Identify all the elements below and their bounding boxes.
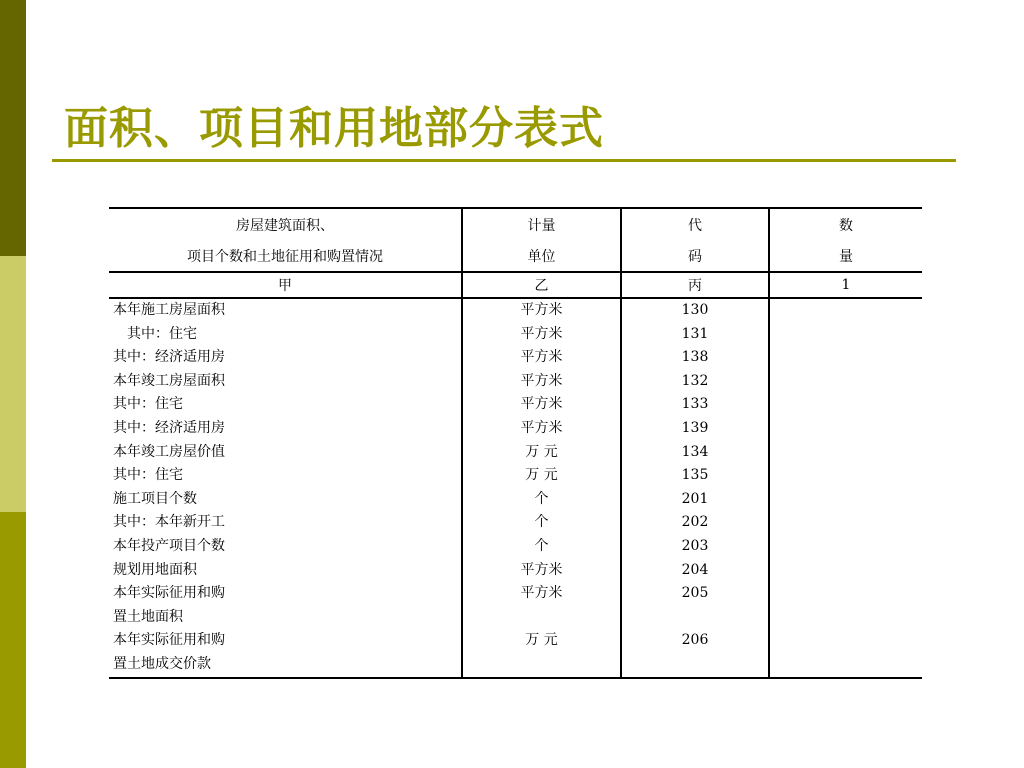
row-code-cell: 133 — [621, 393, 769, 417]
row-code-cell: 204 — [621, 559, 769, 583]
row-qty-cell — [769, 346, 922, 370]
row-unit-cell: 平方米 — [462, 346, 621, 370]
table-row — [109, 629, 922, 653]
header-code-line2: 码 — [621, 240, 769, 272]
row-unit-cell: 个 — [462, 488, 621, 512]
slide-title: 面积、项目和用地部分表式 — [64, 103, 604, 154]
table-row — [109, 298, 922, 323]
row-code-cell: 205 — [621, 582, 769, 606]
row-name-cell: 施工项目个数 — [109, 488, 462, 512]
row-unit-cell: 万 元 — [462, 464, 621, 488]
row-code-cell: 201 — [621, 488, 769, 512]
table-row — [109, 653, 922, 678]
row-code-cell: 203 — [621, 535, 769, 559]
row-qty-cell — [769, 582, 922, 606]
row-code-cell: 135 — [621, 464, 769, 488]
subheader-bing: 丙 — [621, 272, 769, 298]
sidebar-segment-mid — [0, 512, 26, 768]
row-name-cell: 其中：经济适用房 — [109, 417, 462, 441]
row-unit-cell: 万 元 — [462, 629, 621, 653]
header-unit-line2: 单位 — [462, 240, 621, 272]
row-code-cell: 134 — [621, 441, 769, 465]
row-qty-cell — [769, 606, 922, 630]
row-name-cell: 其中：住宅 — [109, 464, 462, 488]
row-unit-cell: 平方米 — [462, 323, 621, 347]
sidebar-segment-light — [0, 256, 26, 512]
row-code-cell: 202 — [621, 511, 769, 535]
row-name-cell: 其中：住宅 — [109, 393, 462, 417]
subheader-yi: 乙 — [462, 272, 621, 298]
table-row — [109, 393, 922, 417]
table-row — [109, 323, 922, 347]
header-qty-line1: 数 — [769, 208, 922, 240]
row-code-cell — [621, 606, 769, 630]
table-body — [109, 298, 922, 678]
header-item-line1: 房屋建筑面积、 — [109, 208, 462, 240]
row-unit-cell: 平方米 — [462, 298, 621, 323]
header-item-line2: 项目个数和土地征用和购置情况 — [109, 240, 462, 272]
row-name-cell: 本年实际征用和购 — [109, 582, 462, 606]
row-unit-cell — [462, 606, 621, 630]
row-unit-cell: 平方米 — [462, 370, 621, 394]
row-qty-cell — [769, 370, 922, 394]
row-qty-cell — [769, 653, 922, 678]
row-qty-cell — [769, 629, 922, 653]
row-name-cell: 本年实际征用和购 — [109, 629, 462, 653]
row-name-cell: 本年投产项目个数 — [109, 535, 462, 559]
table-row — [109, 511, 922, 535]
table-row — [109, 370, 922, 394]
table-row — [109, 346, 922, 370]
row-name-cell: 规划用地面积 — [109, 559, 462, 583]
row-unit-cell: 个 — [462, 535, 621, 559]
decorative-sidebar — [0, 0, 26, 768]
row-qty-cell — [769, 464, 922, 488]
row-unit-cell: 平方米 — [462, 393, 621, 417]
table-row — [109, 535, 922, 559]
header-code-line1: 代 — [621, 208, 769, 240]
row-qty-cell — [769, 323, 922, 347]
table-row — [109, 464, 922, 488]
row-name-cell: 置土地成交价款 — [109, 653, 462, 678]
row-qty-cell — [769, 559, 922, 583]
row-qty-cell — [769, 441, 922, 465]
row-unit-cell: 平方米 — [462, 417, 621, 441]
row-name-cell: 其中：住宅 — [109, 323, 462, 347]
table-row — [109, 488, 922, 512]
subheader-jia: 甲 — [109, 272, 462, 298]
table-row — [109, 441, 922, 465]
row-qty-cell — [769, 535, 922, 559]
row-unit-cell: 个 — [462, 511, 621, 535]
report-form-table — [109, 207, 922, 679]
table-row — [109, 582, 922, 606]
row-code-cell: 132 — [621, 370, 769, 394]
row-qty-cell — [769, 488, 922, 512]
row-qty-cell — [769, 298, 922, 323]
row-code-cell: 139 — [621, 417, 769, 441]
sidebar-segment-dark — [0, 0, 26, 256]
table-row — [109, 606, 922, 630]
header-qty-line2: 量 — [769, 240, 922, 272]
row-qty-cell — [769, 417, 922, 441]
row-name-cell: 其中：本年新开工 — [109, 511, 462, 535]
row-unit-cell: 平方米 — [462, 559, 621, 583]
row-code-cell: 130 — [621, 298, 769, 323]
row-qty-cell — [769, 511, 922, 535]
row-name-cell: 其中：经济适用房 — [109, 346, 462, 370]
row-unit-cell — [462, 653, 621, 678]
header-unit-line1: 计量 — [462, 208, 621, 240]
row-qty-cell — [769, 393, 922, 417]
table-row — [109, 417, 922, 441]
row-unit-cell: 万 元 — [462, 441, 621, 465]
subheader-1: 1 — [769, 272, 922, 298]
table-row — [109, 559, 922, 583]
row-code-cell: 131 — [621, 323, 769, 347]
row-name-cell: 本年竣工房屋面积 — [109, 370, 462, 394]
row-code-cell: 206 — [621, 629, 769, 653]
row-name-cell: 本年施工房屋面积 — [109, 298, 462, 323]
row-unit-cell: 平方米 — [462, 582, 621, 606]
row-code-cell: 138 — [621, 346, 769, 370]
row-name-cell: 本年竣工房屋价值 — [109, 441, 462, 465]
title-underline — [52, 159, 956, 162]
row-name-cell: 置土地面积 — [109, 606, 462, 630]
row-code-cell — [621, 653, 769, 678]
